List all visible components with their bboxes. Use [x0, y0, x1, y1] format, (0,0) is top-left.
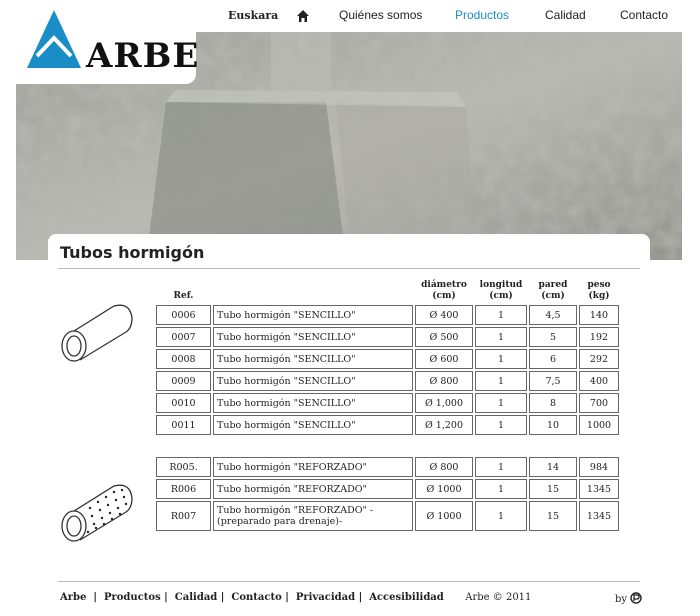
ref-cell: 0006 — [156, 305, 211, 325]
footer-link-calidad[interactable]: Calidad — [174, 592, 218, 603]
page-title: Tubos hormigón — [60, 243, 205, 262]
description-cell: Tubo hormigón "SENCILLO" — [213, 305, 413, 325]
weight-cell: 400 — [579, 371, 619, 391]
weight-cell: 1345 — [579, 501, 619, 531]
length-cell: 1 — [475, 371, 527, 391]
header-diametro: diámetro (cm) — [421, 280, 467, 301]
description-cell: Tubo hormigón "REFORZADO" -(preparado para drenaje)- — [213, 501, 413, 531]
table-row — [156, 501, 619, 531]
footer-link-arbe[interactable]: Arbe — [60, 592, 87, 603]
diameter-cell: Ø 500 — [415, 327, 473, 347]
description-cell: Tubo hormigón "SENCILLO" — [213, 349, 413, 369]
length-cell: 1 — [475, 349, 527, 369]
diameter-cell: Ø 800 — [415, 457, 473, 477]
nav-contacto[interactable]: Contacto — [620, 8, 669, 22]
diameter-cell: Ø 1,000 — [415, 393, 473, 413]
length-cell: 1 — [475, 393, 527, 413]
table-row — [156, 415, 619, 435]
nav-calidad[interactable]: Calidad — [545, 8, 586, 22]
header-longitud: longitud (cm) — [479, 280, 523, 301]
length-cell: 1 — [475, 305, 527, 325]
nav-productos[interactable]: Productos — [455, 8, 510, 22]
length-cell: 1 — [475, 415, 527, 435]
title-panel — [48, 234, 650, 268]
weight-cell: 984 — [579, 457, 619, 477]
description-cell: Tubo hormigón "REFORZADO" — [213, 457, 413, 477]
wall-cell: 15 — [529, 479, 577, 499]
plain-pipe-icon — [56, 300, 136, 362]
wall-cell: 10 — [529, 415, 577, 435]
footer-link-contacto[interactable]: Contacto — [231, 592, 282, 603]
diameter-cell: Ø 1000 — [415, 479, 473, 499]
weight-cell: 1000 — [579, 415, 619, 435]
weight-cell: 192 — [579, 327, 619, 347]
wall-cell: 6 — [529, 349, 577, 369]
length-cell: 1 — [475, 327, 527, 347]
table-row — [156, 479, 619, 499]
footer-link-productos[interactable]: Productos — [103, 592, 161, 603]
wall-cell: 5 — [529, 327, 577, 347]
table-row — [156, 327, 619, 347]
description-cell: Tubo hormigón "SENCILLO" — [213, 393, 413, 413]
diameter-cell: Ø 400 — [415, 305, 473, 325]
ref-cell: 0008 — [156, 349, 211, 369]
weight-cell: 700 — [579, 393, 619, 413]
ref-cell: R005. — [156, 457, 211, 477]
nav-quienes-somos[interactable]: Quiénes somos — [339, 8, 423, 22]
wall-cell: 14 — [529, 457, 577, 477]
ref-cell: 0011 — [156, 415, 211, 435]
sencillo-table — [154, 278, 621, 437]
reforzado-table — [154, 455, 621, 533]
arbe-logo-icon[interactable] — [27, 10, 81, 70]
table-row — [156, 457, 619, 477]
description-cell: Tubo hormigón "REFORZADO" — [213, 479, 413, 499]
length-cell: 1 — [475, 501, 527, 531]
diameter-cell: Ø 800 — [415, 371, 473, 391]
wall-cell: 15 — [529, 501, 577, 531]
header-peso: peso (kg) — [587, 280, 611, 301]
weight-cell: 292 — [579, 349, 619, 369]
ref-cell: R007 — [156, 501, 211, 531]
table-row — [156, 393, 619, 413]
diameter-cell: Ø 1000 — [415, 501, 473, 531]
home-icon[interactable] — [296, 9, 310, 23]
credit-label: by — [615, 594, 628, 605]
header-pared: pared (cm) — [538, 280, 568, 301]
weight-cell: 140 — [579, 305, 619, 325]
wall-cell: 7,5 — [529, 371, 577, 391]
wall-cell: 8 — [529, 393, 577, 413]
copyright: Arbe © 2011 — [465, 592, 532, 603]
diameter-cell: Ø 1,200 — [415, 415, 473, 435]
description-cell: Tubo hormigón "SENCILLO" — [213, 415, 413, 435]
developer-logo-icon — [630, 592, 642, 604]
header-description — [213, 280, 413, 303]
ref-cell: 0007 — [156, 327, 211, 347]
ref-cell: 0010 — [156, 393, 211, 413]
footer: Arbe | Productos | Calidad | Contacto | Privacidad | Accesibilidad Arbe © 2011 — [60, 592, 532, 603]
weight-cell: 1345 — [579, 479, 619, 499]
perforated-pipe-icon — [56, 480, 136, 544]
ref-cell: 0009 — [156, 371, 211, 391]
description-cell: Tubo hormigón "SENCILLO" — [213, 327, 413, 347]
table-row — [156, 305, 619, 325]
length-cell: 1 — [475, 457, 527, 477]
footer-link-privacidad[interactable]: Privacidad — [295, 592, 356, 603]
footer-link-accesibilidad[interactable]: Accesibilidad — [369, 592, 444, 603]
footer-divider — [58, 581, 640, 582]
title-divider — [58, 268, 640, 269]
header-ref: Ref. — [173, 291, 194, 301]
language-link[interactable]: Euskara — [228, 9, 279, 22]
ref-cell: R006 — [156, 479, 211, 499]
table-row — [156, 371, 619, 391]
length-cell: 1 — [475, 479, 527, 499]
wall-cell: 4,5 — [529, 305, 577, 325]
logo-text[interactable]: ARBE — [86, 36, 200, 76]
table-row — [156, 349, 619, 369]
credit[interactable] — [615, 592, 642, 605]
diameter-cell: Ø 600 — [415, 349, 473, 369]
description-cell: Tubo hormigón "SENCILLO" — [213, 371, 413, 391]
